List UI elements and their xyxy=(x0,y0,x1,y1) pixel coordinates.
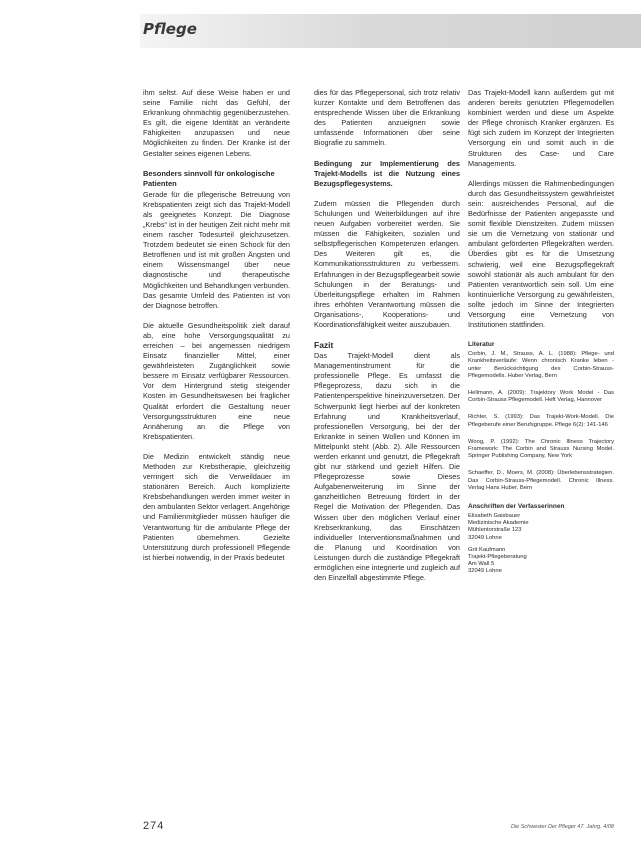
paragraph: Zudem müssen die Pflegenden durch Schulungen und Weiterbildungen auf ihre neuen Aufgaben vorbereitet werden. Sie müssen die Fähigkeiten, sozialen und selbstpflegerischen Kompetenzen erlangen. Des Weiteren gilt es, die Kommunikationsstrukturen zu verbessern. Erfahrungen in der Bezugspflegearbeit sowie Schulungen in der Beratungs- und Überleitungspflege erhalten im Rahmen ihres erhöhten Verantwortung müssen die Organisations-, Kooperations- und Koordinationsfähigkeit weiter auszubauen. xyxy=(314,198,460,329)
literature-entry: Schaeffer, D., Moers, M. (2008): Überlebensstrategien. Das Corbin-Strauss-Pflegemodell. Chronic Illness. Verlag Hans Huber, Bern xyxy=(468,470,614,491)
subheading: Besonders sinnvoll für onkologische Patienten xyxy=(143,168,275,188)
footer-source: Die Schwester Der Pfleger 47. Jahrg. 4/08 xyxy=(510,824,614,830)
text-column-1 xyxy=(143,88,290,809)
literature-entry: Woog, P. (1992): The Chronic Illness Trajectory Framework: The Corbin and Strauss Nursing Model. Springer Publishing Company, New York xyxy=(468,438,614,460)
paragraph-emphasis xyxy=(314,159,460,189)
addresses-heading: Anschriften der Verfasserinnen xyxy=(468,503,565,510)
paragraph: Das Trajekt-Modell dient als Managementinstrument für die professionelle Pflege. Es umfasst die Pflegeprozess, dazu sich in die Patientenperspektive hineinzuversetzen. Der Schwerpunkt liegt hierbei auf der konkreten Erfahrung und Krankheitsverlauf, professionellen Versorgung, bei der der Erkrankte in seinen Wollen und Können im Mittelpunkt steht (Abb. 2). Alle Ressourcen werden erkannt und genutzt, die Pflegekraft gibt nur stärkend und gezielt Hilfen. Die Pflegeprozesse sowie Dieses Aufgabenerweiterung im Sinne der ganzheitlichen Betreuung fördert in der Regel die Motivation der Pflegenden. Das Wissen über den möglichen Verlauf einer Krebserkrankung, das Einschätzen individueller Interventionsmaßnahmen und die Planung und Koordination von Leistungen durch die zuständige Pflegekraft ermöglichen eine integrierte und zugleich auf den Einzelfall abgestimmte Pflege. xyxy=(314,351,460,583)
text-column-2 xyxy=(314,88,460,809)
paragraph: Die Medizin entwickelt ständig neue Methoden zur Krebstherapie, gleichzeitig verringert sich die Verweildauer im stationären Bereich. Auch komplizierte Krebsbehandlungen werden immer weiter in den ambulanten Sektor verlagert. Angehörige und Familienmitglieder müssen häufiger die Verantwortung für die ambulante Pflege der Patienten übernehmen. Gezielte Unterstützung durch professionell Pflegende ist hierbei notwendig, in der Praxis bedeutet xyxy=(143,451,290,562)
paragraph: ihm seltst. Auf diese Weise haben er und seine Familie nicht das Gefühl, der Erkrankung ohnmächtig gegenüberzustehen. Es gilt, die eigene Identität an veränderte Fähigkeiten anzupassen und neue Möglichkeiten zu finden. Der Kranke ist der Gestalter seines eigenen Lebens. xyxy=(143,88,290,158)
paragraph: Das Trajekt-Modell kann außerdem gut mit anderen bereits genutzten Pflegemodellen kombiniert werden und diese um Aspekte der Pflege chronisch Kranker ergänzen. Es fügt sich zudem im Konzept der Integrierten Versorgung ein und somit auch in die Strukturen des Case- und Care Managements. xyxy=(468,88,614,168)
literature-list xyxy=(468,351,614,492)
paragraph: dies für das Pflegepersonal, sich trotz relativ kurzer Kontakte und dem Betroffenen das entsprechende Wissen über die Erkrankung des Patienten anzueignen sowie umfassende Informationen über seine Biografie zu sammeln. xyxy=(314,88,460,148)
section-label: Pflege xyxy=(143,20,197,38)
literature-entry: Hellmann, A. (2009): Trajektory Work Model - Das Corbin-Strauss Pflegemodell. Heft Verlag, Hannover xyxy=(468,389,614,404)
text-column-3 xyxy=(468,88,614,809)
bold-sentence: Bedingung zur Implementierung des Trajekt-Modells ist die Nutzung eines Bezugspflegesystems. xyxy=(314,158,460,188)
paragraph: Gerade für die pflegerische Betreuung von Krebspatienten zeigt sich das Trajekt-Modell als geeignetes Konzept. Die Diagnose „Krebs“ ist in der heutigen Zeit nicht mehr mit einem rascher Todesurteil gleichzusetzen. Trotzdem bedeutet sie einen Schock für den Betroffenen und ist mit großen Ängsten und einem Wissensmangel über neue diagnostische und therapeutische Möglichkeiten und Behandlungen verbunden. Das gesamte Umfeld des Patienten ist von der Diagnose betroffen. xyxy=(143,189,290,310)
author-address: Elisabeth Gaisbauer Medizinische Akademie Mühlentorstraße 123 32049 Lohne xyxy=(468,513,529,541)
page-number: 274 xyxy=(143,820,165,832)
paragraph: Die aktuelle Gesundheitspolitik zielt darauf ab, eine hohe Versorgungsqualität zu erreichen – bei angemessen niedrigem Einsatz finanzieller Mittel, einer gewährleisteten Zugänglichkeit sowie bessere m Einsatz verfügbarer Ressourcen. Vor dem Hintergrund stetig steigender Kosten im Gesundheitswesen bei fraglicher Qualität erfordert die Gestaltung neuer Versorgungsstrukturen eine neue Annäherung an die Pflege von Krebspatienten. xyxy=(143,320,290,441)
author-address: Grit Kaufmann Trajekt-Pflegeberatung Am Wall 5 32049 Lohne xyxy=(468,546,527,575)
literature-entry: Corbin, J. M., Strauss, A. L. (1988): Pflege- und Krankheitsverläufe: Wenn chronisch Kranke leben - unter Berücksichtigung des Corbin-Strauss-Pflegemodells. Huber Verlag, Bern xyxy=(468,351,614,379)
heading-fazit: Fazit xyxy=(314,340,334,351)
header-band xyxy=(140,14,641,48)
literature-heading: Literatur xyxy=(468,341,495,349)
literature-entry: Richter, S. (1993): Das Trajekt-Work-Modell. Die Pflegeberufe einer Berufsgruppe. Pflege 6(2): 141-146 xyxy=(468,414,614,428)
paragraph: Allerdings müssen die Rahmenbedingungen durch das Gesundheitssystem gewährleistet sein: ausreichendes Personal, auf die Bedürfnisse der Patienten angepasste und somit flexible Dienstzeiten. Zudem müssen sie um die Vernetzung von stationär und ambulant geförderten Pflegekräften werden. Überdies gibt es für die Umsetzung schwierig, weil eine Bezugspflegekraft sowohl stationär als auch ambulant für den Patienten verantwortlich sein soll. Um eine kontinuierliche Versorgung zu gewährleisten, sollte jedoch im Sinne der Integrierten Versorgung eine Vernetzung von Institutionen stattfinden. xyxy=(468,178,614,330)
